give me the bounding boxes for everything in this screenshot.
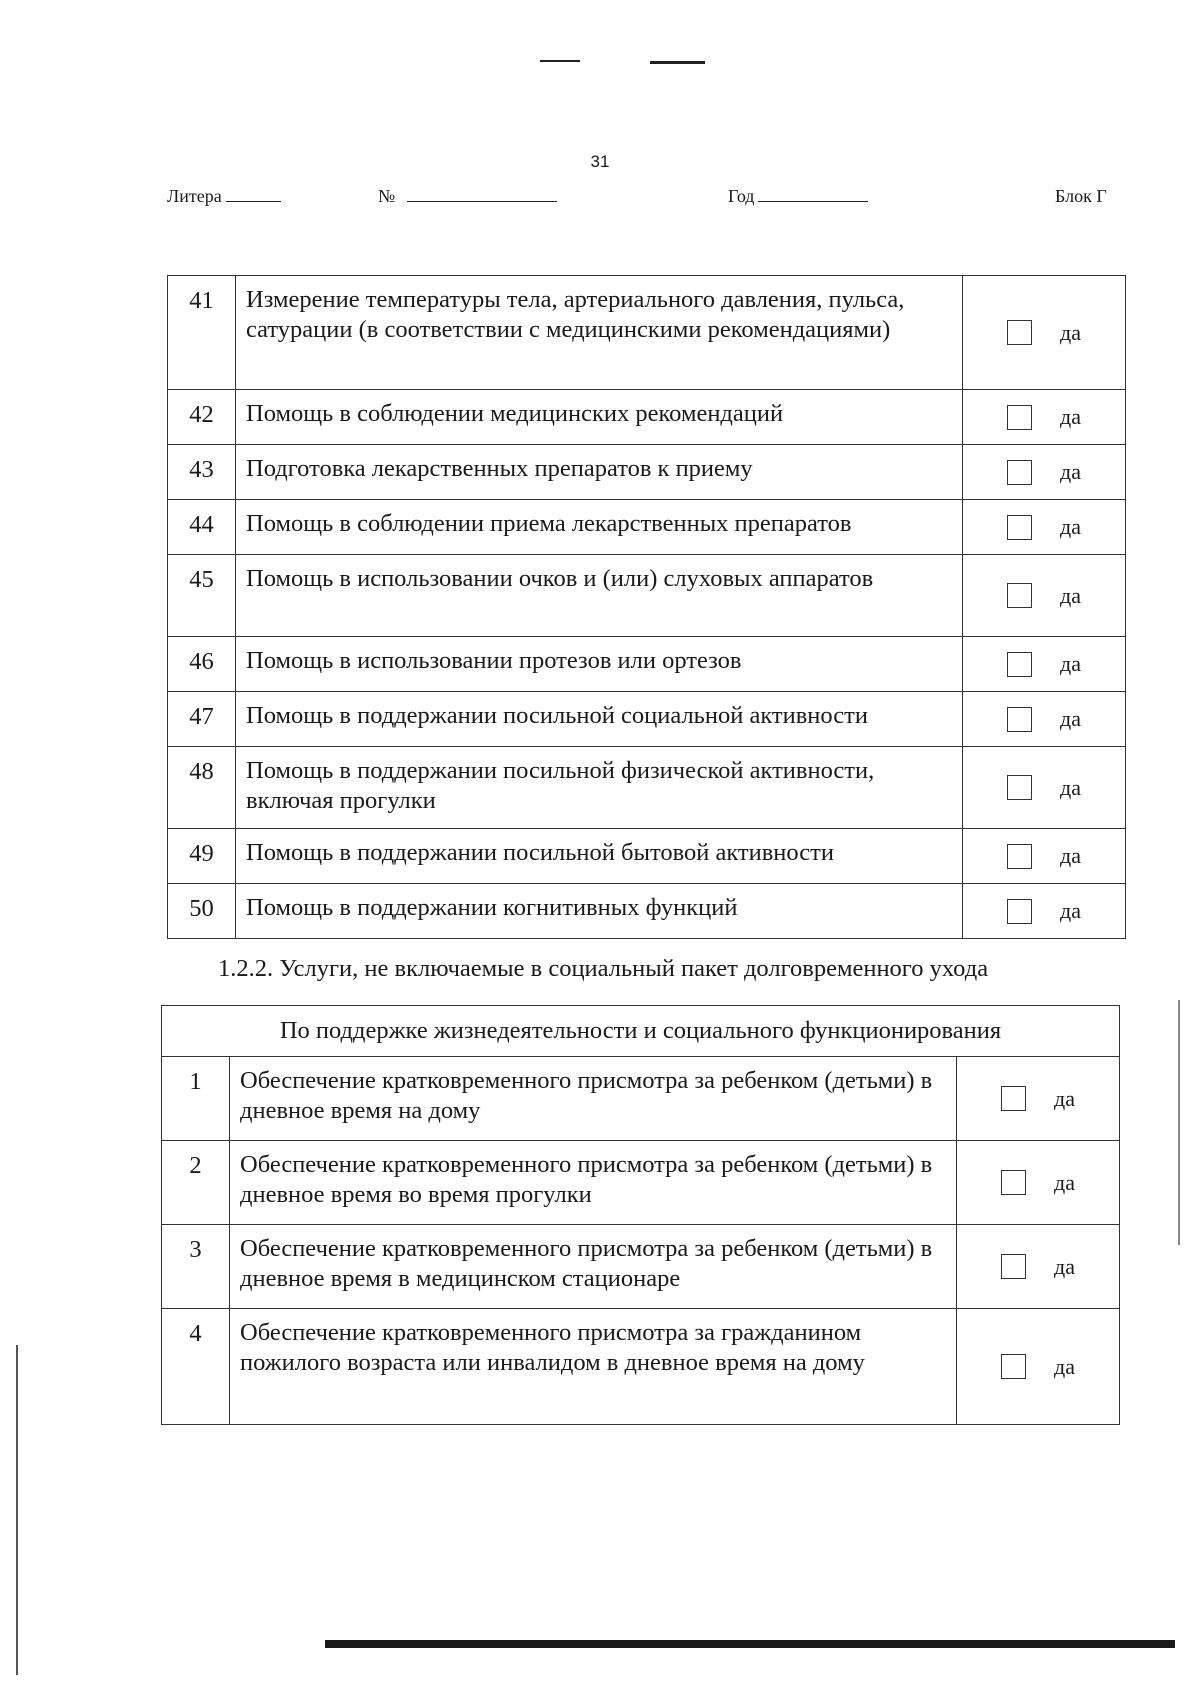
yes-option[interactable] — [957, 1352, 1119, 1382]
yes-option[interactable] — [963, 402, 1125, 432]
service-description: Помощь в использовании очков и (или) слуховых аппаратов — [236, 555, 963, 637]
service-description: Помощь в поддержании посильной физической активности, включая прогулки — [236, 747, 963, 829]
table-row — [168, 555, 1126, 637]
yes-label: да — [1060, 582, 1081, 608]
litera-label: Литера — [167, 186, 222, 206]
yes-option[interactable] — [957, 1084, 1119, 1114]
checkbox[interactable] — [1001, 1254, 1026, 1279]
row-number: 46 — [168, 637, 236, 692]
group-header: По поддержке жизнедеятельности и социального функционирования — [162, 1006, 1120, 1057]
service-description: Обеспечение кратковременного присмотра за ребенком (детьми) в дневное время в медицинском стационаре — [230, 1225, 957, 1309]
checkbox[interactable] — [1007, 707, 1032, 732]
checkbox[interactable] — [1007, 405, 1032, 430]
services-table-2 — [161, 1005, 1120, 1425]
group-header-row — [162, 1006, 1120, 1057]
yes-option[interactable] — [963, 896, 1125, 926]
yes-option[interactable] — [963, 649, 1125, 679]
number-label: № — [378, 186, 396, 206]
checkbox-cell[interactable] — [963, 637, 1126, 692]
checkbox[interactable] — [1001, 1086, 1026, 1111]
checkbox-cell[interactable] — [963, 829, 1126, 884]
row-number: 47 — [168, 692, 236, 747]
table-row — [168, 884, 1126, 939]
yes-label: да — [1060, 651, 1081, 676]
table-row — [168, 276, 1126, 390]
yes-label: да — [1054, 1253, 1075, 1279]
checkbox-cell[interactable] — [963, 692, 1126, 747]
scan-artifact-bottom-bar — [325, 1640, 1175, 1648]
table-row — [162, 1225, 1120, 1309]
scan-artifact-top — [650, 61, 705, 64]
table-row — [162, 1309, 1120, 1425]
row-number: 4 — [162, 1309, 230, 1425]
page-number: 31 — [590, 152, 610, 171]
row-number: 44 — [168, 500, 236, 555]
checkbox-cell[interactable] — [957, 1225, 1120, 1309]
checkbox-cell[interactable] — [963, 884, 1126, 939]
number-blank — [407, 187, 557, 202]
yes-label: да — [1060, 706, 1081, 731]
checkbox-cell[interactable] — [963, 276, 1126, 390]
service-description: Помощь в использовании протезов или ортезов — [236, 637, 963, 692]
checkbox[interactable] — [1001, 1354, 1026, 1379]
yes-label: да — [1054, 1085, 1075, 1111]
row-number: 45 — [168, 555, 236, 637]
checkbox-cell[interactable] — [963, 445, 1126, 500]
checkbox[interactable] — [1007, 515, 1032, 540]
row-number: 1 — [162, 1057, 230, 1141]
row-number: 49 — [168, 829, 236, 884]
checkbox-cell[interactable] — [963, 500, 1126, 555]
scan-artifact-left-edge — [16, 1345, 18, 1675]
table-row — [168, 445, 1126, 500]
checkbox[interactable] — [1007, 320, 1032, 345]
year-blank — [758, 187, 868, 202]
yes-option[interactable] — [963, 581, 1125, 611]
yes-option[interactable] — [963, 841, 1125, 871]
checkbox-cell[interactable] — [963, 390, 1126, 445]
yes-option[interactable] — [963, 512, 1125, 542]
service-description: Обеспечение кратковременного присмотра за ребенком (детьми) в дневное время на дому — [230, 1057, 957, 1141]
service-description: Обеспечение кратковременного присмотра за ребенком (детьми) в дневное время во время прогулки — [230, 1141, 957, 1225]
row-number: 42 — [168, 390, 236, 445]
row-number: 50 — [168, 884, 236, 939]
service-description: Помощь в поддержании посильной социальной активности — [236, 692, 963, 747]
table-row — [162, 1141, 1120, 1225]
yes-option[interactable] — [963, 457, 1125, 487]
service-description: Подготовка лекарственных препаратов к приему — [236, 445, 963, 500]
checkbox[interactable] — [1007, 844, 1032, 869]
yes-option[interactable] — [963, 318, 1125, 348]
row-number: 48 — [168, 747, 236, 829]
table-row — [168, 390, 1126, 445]
checkbox[interactable] — [1007, 460, 1032, 485]
services-table-1 — [167, 275, 1126, 939]
yes-label: да — [1060, 774, 1081, 800]
checkbox-cell[interactable] — [963, 555, 1126, 637]
row-number: 41 — [168, 276, 236, 390]
table-row — [168, 829, 1126, 884]
scan-artifact-top — [540, 60, 580, 62]
service-description: Помощь в поддержании когнитивных функций — [236, 884, 963, 939]
yes-label: да — [1060, 514, 1081, 539]
table-row — [168, 637, 1126, 692]
yes-option[interactable] — [957, 1168, 1119, 1198]
row-number: 3 — [162, 1225, 230, 1309]
service-description: Измерение температуры тела, артериального давления, пульса, сатурации (в соответствии с медицинскими рекомендациями) — [236, 276, 963, 390]
checkbox[interactable] — [1001, 1170, 1026, 1195]
number-field — [378, 186, 557, 207]
checkbox-cell[interactable] — [963, 747, 1126, 829]
yes-option[interactable] — [963, 773, 1125, 803]
litera-field — [167, 186, 281, 207]
checkbox[interactable] — [1007, 652, 1032, 677]
checkbox-cell[interactable] — [957, 1309, 1120, 1425]
yes-label: да — [1054, 1169, 1075, 1195]
table-row — [162, 1057, 1120, 1141]
row-number: 2 — [162, 1141, 230, 1225]
checkbox[interactable] — [1007, 583, 1032, 608]
yes-label: да — [1054, 1353, 1075, 1379]
year-label: Год — [728, 186, 755, 206]
service-description: Обеспечение кратковременного присмотра за гражданином пожилого возраста или инвалидом в дневное время на дому — [230, 1309, 957, 1425]
yes-label: да — [1060, 319, 1081, 345]
year-field — [728, 186, 868, 207]
checkbox-cell[interactable] — [957, 1057, 1120, 1141]
yes-label: да — [1060, 843, 1081, 868]
yes-label: да — [1060, 404, 1081, 429]
row-number: 43 — [168, 445, 236, 500]
checkbox-cell[interactable] — [957, 1141, 1120, 1225]
service-description: Помощь в соблюдении медицинских рекомендаций — [236, 390, 963, 445]
litera-blank — [226, 187, 281, 202]
table-row — [168, 692, 1126, 747]
yes-label: да — [1060, 459, 1081, 484]
table-row — [168, 747, 1126, 829]
yes-option[interactable] — [963, 704, 1125, 734]
service-description: Помощь в соблюдении приема лекарственных препаратов — [236, 500, 963, 555]
checkbox[interactable] — [1007, 775, 1032, 800]
table-row — [168, 500, 1126, 555]
yes-option[interactable] — [957, 1252, 1119, 1282]
yes-label: да — [1060, 898, 1081, 923]
checkbox[interactable] — [1007, 899, 1032, 924]
scan-artifact-right-edge — [1178, 1000, 1180, 1245]
block-label: Блок Г — [1055, 186, 1107, 206]
service-description: Помощь в поддержании посильной бытовой активности — [236, 829, 963, 884]
section-title: 1.2.2. Услуги, не включаемые в социальный пакет долговременного ухода — [218, 955, 989, 982]
